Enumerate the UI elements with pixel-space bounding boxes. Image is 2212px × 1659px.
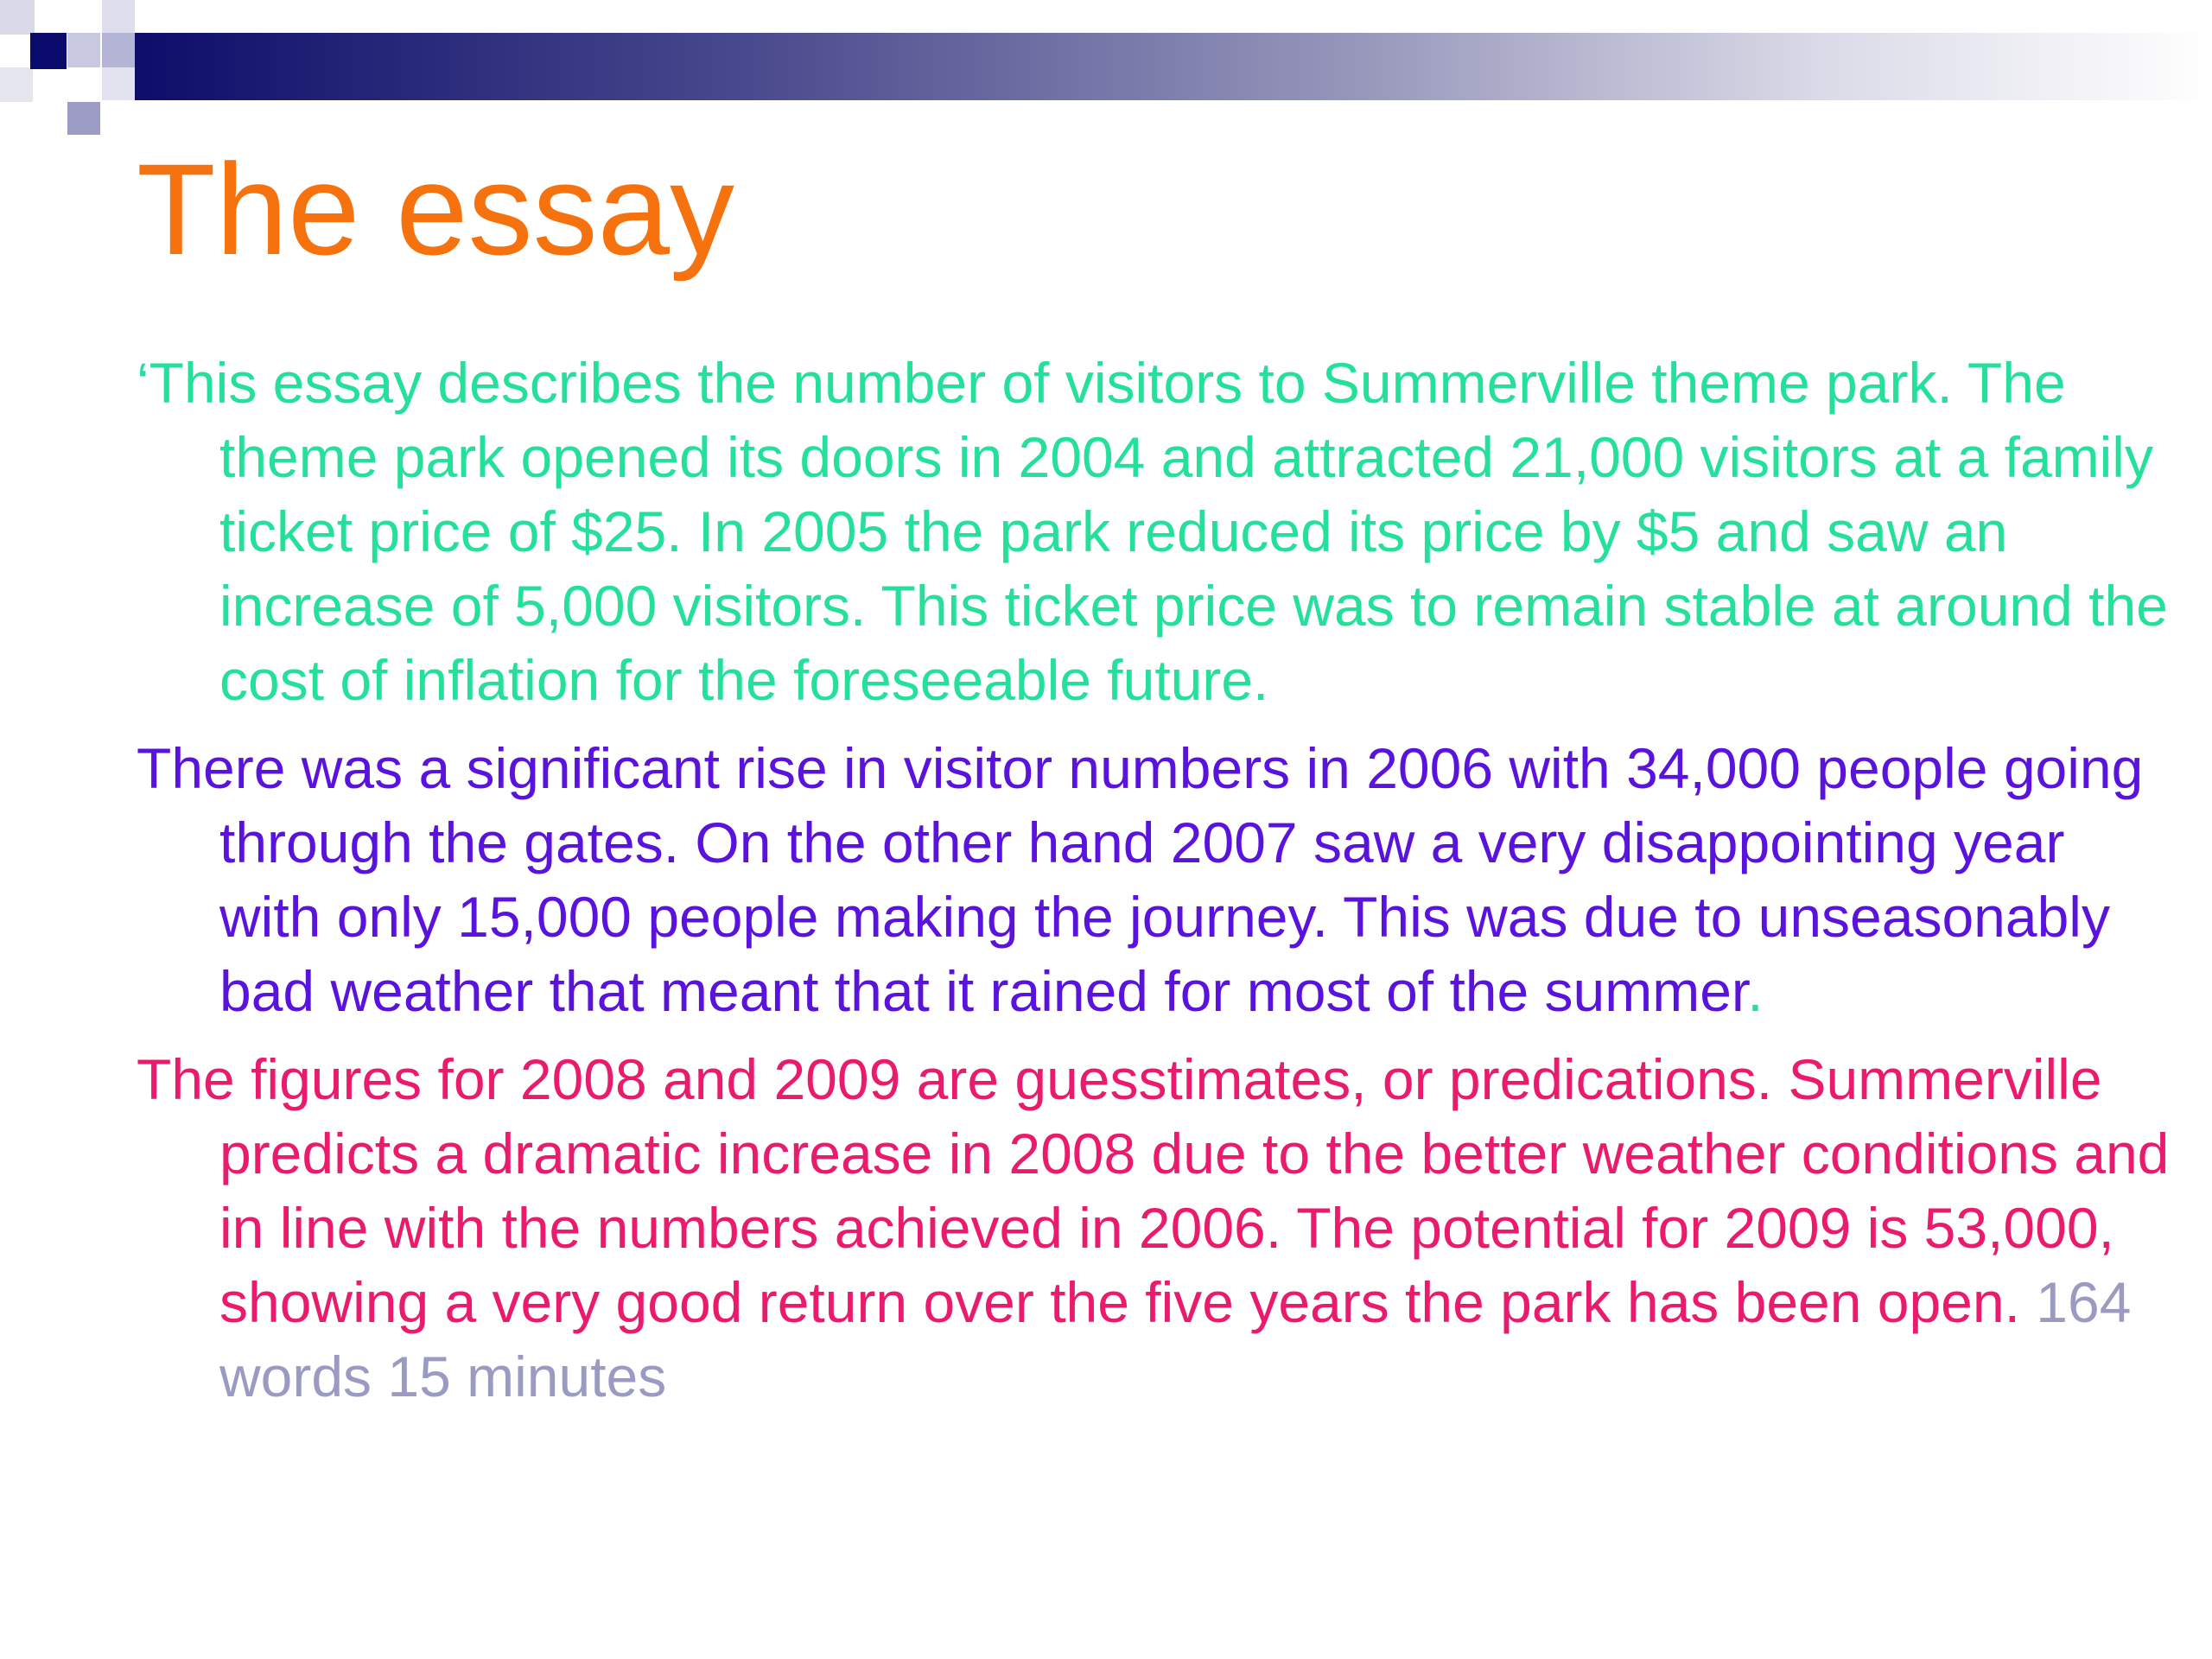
- essay-paragraph-3: [137, 1042, 2176, 1414]
- header-decor-square: [0, 0, 35, 35]
- word-count-note: 164 words 15 minutes: [219, 1270, 2132, 1408]
- paragraph-text: ‘This essay describes the number of visitors to Summerville theme park. The theme park opened its doors in 2004 and attracted 21,000 visitors at a family ticket price of $25. In 2005 the park reduced its price by $5 and saw an increase of 5,000 visitors. This ticket price was to remain stable at around the cost of inflation for the foreseeable future.: [137, 351, 2168, 712]
- essay-body: [137, 346, 2176, 1427]
- header-decor-square: [0, 67, 33, 102]
- paragraph-text: The figures for 2008 and 2009 are guesstimates, or predications. Summerville predicts a dramatic increase in 2008 due to the better weather conditions and in line with the numbers achieved in 2006. The potential for 2009 is 53,000, showing a very good return over the five years the park has been open.: [137, 1047, 2170, 1334]
- header-decor-square: [102, 67, 135, 100]
- header-gradient-bar: [130, 33, 2212, 100]
- header-decor-square: [102, 33, 135, 67]
- essay-paragraph-2: [137, 731, 2176, 1028]
- paragraph-end-period: .: [1747, 959, 1764, 1023]
- page-title: The essay: [137, 137, 734, 282]
- header-decor-square: [67, 102, 100, 135]
- header-decor-square: [67, 33, 100, 67]
- header-decor-square: [102, 0, 135, 33]
- essay-paragraph-1: [137, 346, 2176, 717]
- header-decor-square: [30, 33, 67, 69]
- paragraph-text: There was a significant rise in visitor numbers in 2006 with 34,000 people going through the gates. On the other hand 2007 saw a very disappointing year with only 15,000 people making the journey. This was due to unseasonably bad weather that meant that it rained for most of the summer: [137, 736, 2144, 1023]
